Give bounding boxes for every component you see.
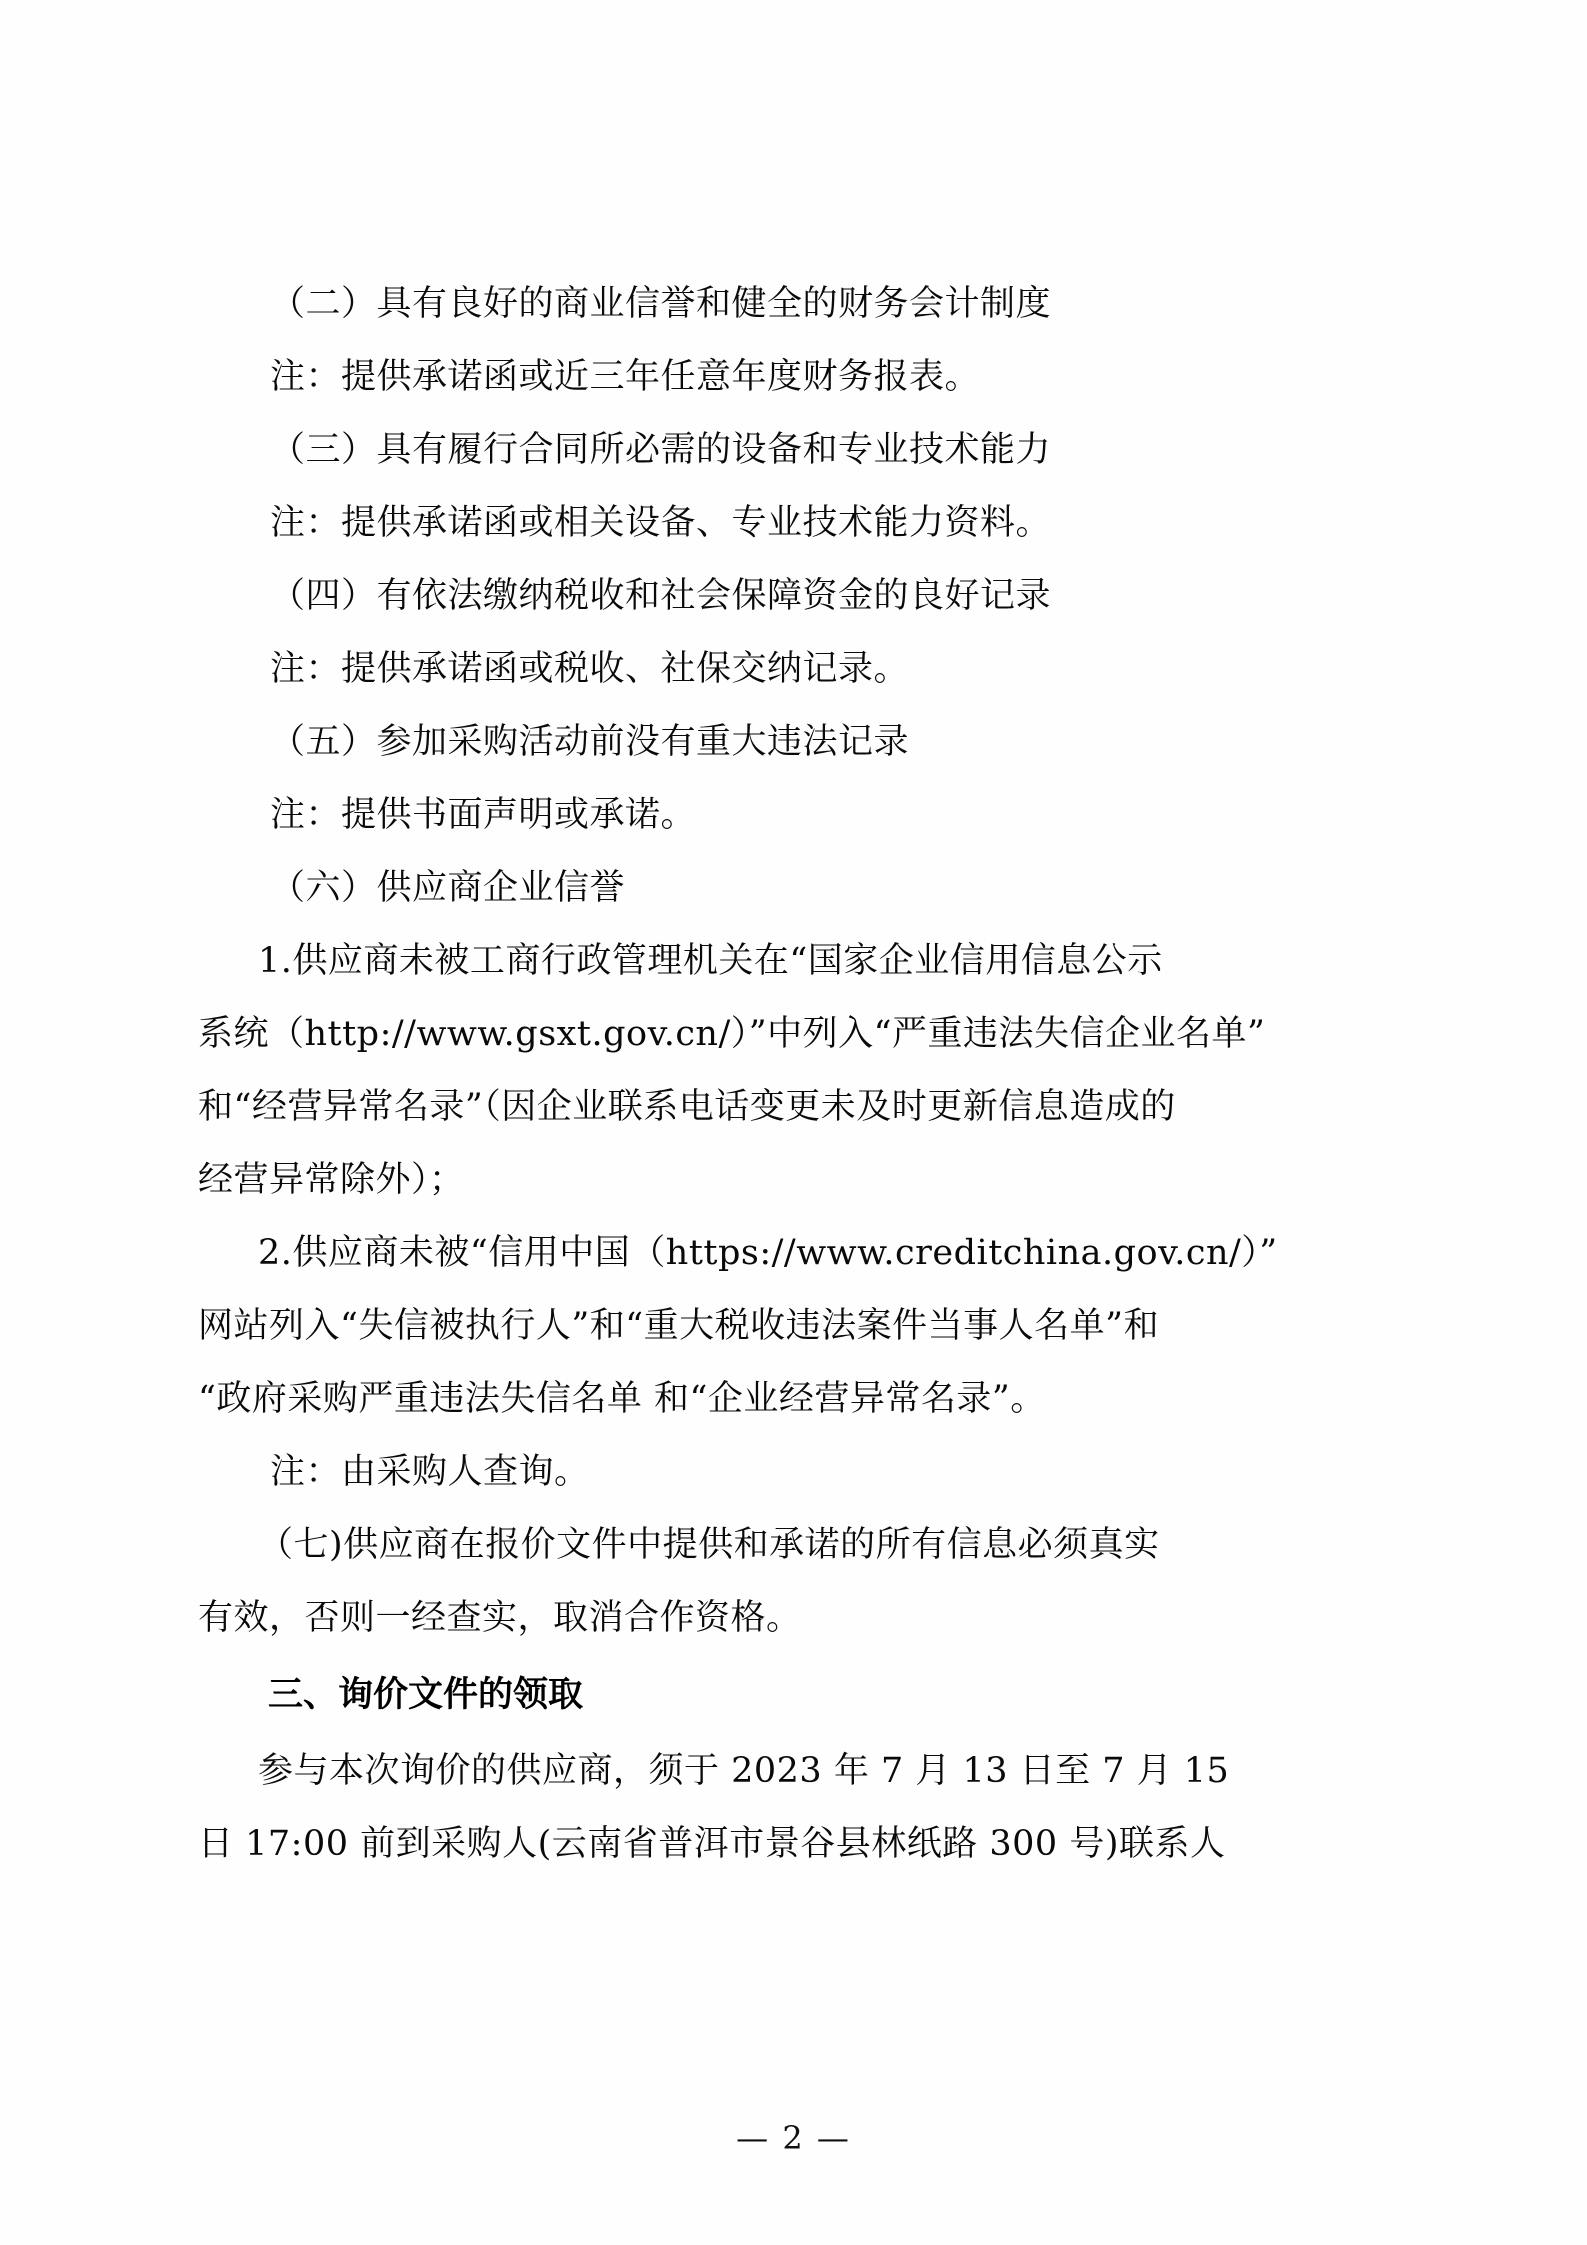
paragraph-clause-7-line-1: （七)供应商在报价文件中提供和承诺的所有信息必须真实 [258,1525,1160,1565]
clause-5-title: （五）参加采购活动前没有重大违法记录 [270,722,910,762]
clause-4-note: 注：提供承诺函或税收、社保交纳记录。 [270,649,910,689]
page-number: — 2 — [736,2119,851,2157]
clause-6-title: （六）供应商企业信誉 [270,868,626,908]
clause-3-note: 注：提供承诺函或相关设备、专业技术能力资料。 [270,503,1052,543]
paragraph-credit-gsxt-line-1: 1.供应商未被工商行政管理机关在“国家企业信用信息公示 [258,941,1163,981]
page-footer [0,2119,1587,2157]
clause-5-note: 注：提供书面声明或承诺。 [270,795,697,835]
paragraph-document-pickup-line-1: 参与本次询价的供应商，须于 2023 年 7 月 13 日至 7 月 15 [258,1751,1230,1791]
paragraph-clause-7 [198,1509,1398,1655]
paragraph-credit-gsxt-line-2: 系统（http://www.gsxt.gov.cn/）”中列入“严重违法失信企业名单” [198,1014,1266,1054]
paragraph-credit-china [198,1217,1398,1436]
clause-2-note: 注：提供承诺函或近三年任意年度财务报表。 [270,357,981,397]
clause-3-title: （三）具有履行合同所必需的设备和专业技术能力 [270,430,1052,470]
paragraph-credit-china-line-1: 2.供应商未被“信用中国（https://www.creditchina.gov.cn/）” [258,1233,1278,1273]
page-content [198,268,1398,1881]
paragraph-credit-gsxt-line-3: 和“经营异常名录”（因企业联系电话变更未及时更新信息造成的 [198,1087,1176,1127]
paragraph-credit-gsxt-line-4: 经营异常除外）； [198,1160,465,1200]
paragraph-clause-7-line-2: 有效，否则一经查实，取消合作资格。 [198,1598,802,1638]
paragraph-document-pickup-line-2: 日 17:00 前到采购人(云南省普洱市景谷县林纸路 300 号)联系人 [198,1824,1226,1864]
paragraph-document-pickup [198,1735,1398,1881]
clause-2-title: （二）具有良好的商业信誉和健全的财务会计制度 [270,284,1052,324]
paragraph-credit-china-line-3: “政府采购严重违法失信名单 和“企业经营异常名录”。 [198,1379,1046,1419]
note-purchaser-query: 注：由采购人查询。 [270,1452,590,1492]
paragraph-credit-gsxt [198,925,1398,1217]
clause-4-title: （四）有依法缴纳税收和社会保障资金的良好记录 [270,576,1052,616]
paragraph-credit-china-line-2: 网站列入“失信被执行人”和“重大税收违法案件当事人名单”和 [198,1306,1160,1346]
section-heading-3: 三、询价文件的领取 [268,1675,584,1715]
